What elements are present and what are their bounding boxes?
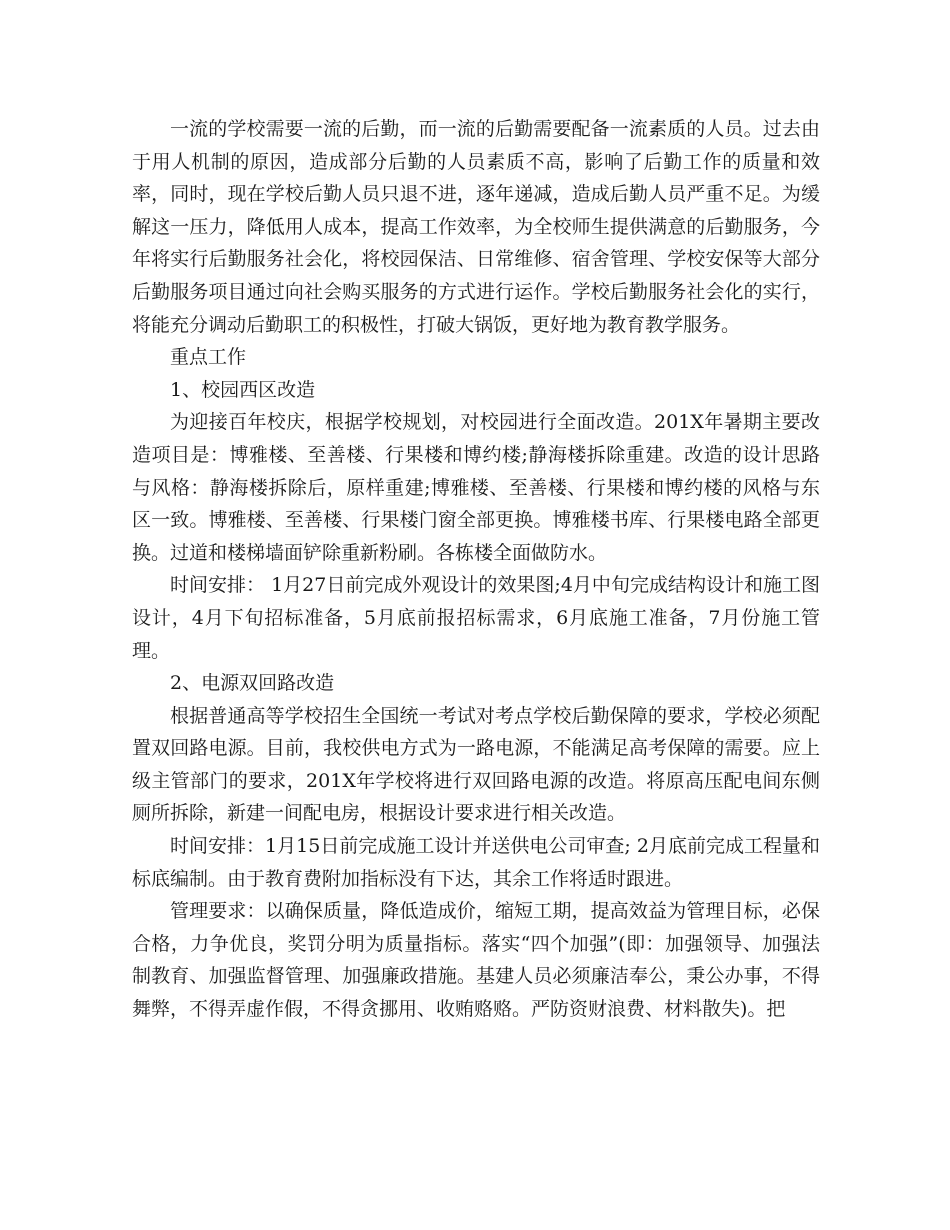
intro-paragraph: 一流的学校需要一流的后勤，而一流的后勤需要配备一流素质的人员。过去由于用人机制的原因，造成部分后勤的人员素质不高，影响了后勤工作的质量和效率，同时，现在学校后勤人员只退不进，逐年递减，造成后勤人员严重不足。为缓解这一压力，降低用人成本，提高工作效率，为全校师生提供满意的后勤服务，今年将实行后勤服务社会化，将校园保洁、日常维修、宿舍管理、学校安保等大部分后勤服务项目通过向社会购买服务的方式进行运作。学校后勤服务社会化的实行，将能充分调动后勤职工的积极性，打破大锅饭，更好地为教育教学服务。 bbox=[132, 118, 820, 336]
section-heading-key-work: 重点工作 bbox=[170, 346, 247, 369]
document-page bbox=[132, 113, 820, 1026]
section-heading-west-campus: 1、校园西区改造 bbox=[170, 378, 316, 401]
management-requirements-paragraph: 管理要求：以确保质量，降低造成价，缩短工期，提高效益为管理目标，必保合格，力争优良，奖罚分明为质量指标。落实“四个加强”(即：加强领导、加强法制教育、加强监督管理、加强廉政措施。基建人员必须廉洁奉公，秉公办事，不得舞弊，不得弄虚作假，不得贪挪用、收贿赂赂。严防资财浪费、材料散失)。把 bbox=[132, 900, 820, 1021]
west-campus-paragraph: 为迎接百年校庆，根据学校规划，对校园进行全面改造。201X年暑期主要改造项目是：博雅楼、至善楼、行果楼和博约楼;静海楼拆除重建。改造的设计思路与风格：静海楼拆除后，原样重建;博雅楼、至善楼、行果楼和博约楼的风格与东区一致。博雅楼、至善楼、行果楼门窗全部更换。博雅楼书库、行果楼电路全部更换。过道和楼梯墙面铲除重新粉刷。各栋楼全面做防水。 bbox=[132, 411, 820, 564]
west-campus-schedule-paragraph: 时间安排： 1月27日前完成外观设计的效果图;4月中旬完成结构设计和施工图设计，4月下旬招标准备，5月底前报招标需求，6月底施工准备，7月份施工管理。 bbox=[132, 574, 820, 662]
dual-power-paragraph: 根据普通高等学校招生全国统一考试对考点学校后勤保障的要求，学校必须配置双回路电源。目前，我校供电方式为一路电源，不能满足高考保障的需要。应上级主管部门的要求，201X年学校将进行双回路电源的改造。将原高压配电间东侧厕所拆除，新建一间配电房，根据设计要求进行相关改造。 bbox=[132, 704, 820, 825]
section-heading-dual-power: 2、电源双回路改造 bbox=[170, 672, 335, 695]
dual-power-schedule-paragraph: 时间安排：1月15日前完成施工设计并送供电公司审查; 2月底前完成工程量和标底编制。由于教育费附加指标没有下达，其余工作将适时跟进。 bbox=[132, 835, 820, 890]
